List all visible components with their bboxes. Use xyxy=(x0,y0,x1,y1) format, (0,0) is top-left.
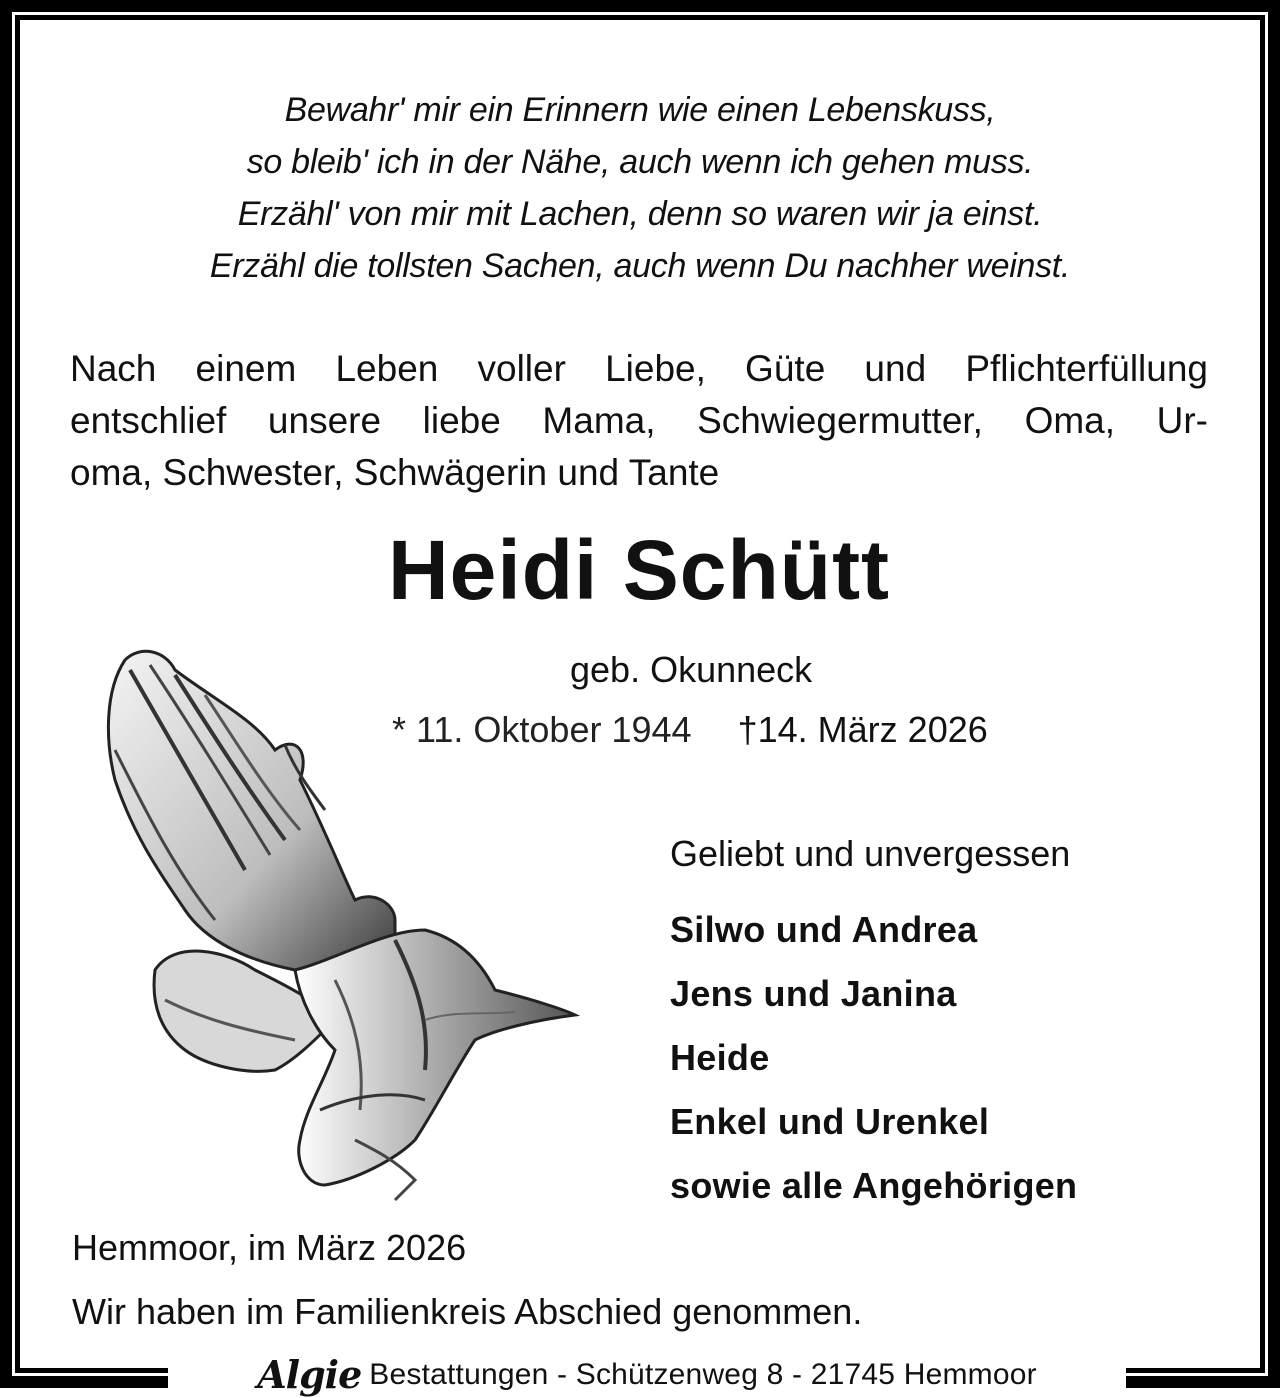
place-date: Hemmoor, im März 2026 xyxy=(72,1227,467,1268)
mourners-block xyxy=(670,830,1077,1218)
mourner-name: Enkel und Urenkel xyxy=(670,1101,990,1142)
farewell-note: Wir haben im Familienkreis Abschied genommen. xyxy=(72,1291,863,1332)
mourner-name: Heide xyxy=(670,1037,770,1078)
mourner-name: Silwo und Andrea xyxy=(670,909,978,950)
death-date: 14. März 2026 xyxy=(757,709,988,750)
praying-hands-icon xyxy=(95,640,585,1205)
poem-line: Erzähl die tollsten Sachen, auch wenn Du nachher weinst. xyxy=(209,247,1071,285)
mourners-lead: Geliebt und unvergessen xyxy=(670,833,1071,874)
intro-line: Nach einem Leben voller Liebe, Güte und Pflichterfüllung xyxy=(70,348,1208,389)
mourner-name: sowie alle Angehörigen xyxy=(670,1165,1078,1206)
funeral-home-logo: Algie xyxy=(257,1352,362,1397)
poem-line: Bewahr' mir ein Erinnern wie einen Lebenskuss, xyxy=(284,91,996,129)
mourner-name: Jens und Janina xyxy=(670,973,957,1014)
funeral-home-address: Bestattungen - Schützenweg 8 - 21745 Hemmoor xyxy=(369,1358,1037,1391)
poem-line: so bleib' ich in der Nähe, auch wenn ich gehen muss. xyxy=(246,143,1034,181)
intro-line: entschlief unsere liebe Mama, Schwiegermutter, Oma, Ur- xyxy=(70,400,1208,441)
funeral-home-footer xyxy=(168,1352,1126,1398)
poem-line: Erzähl' von mir mit Lachen, denn so waren wir ja einst. xyxy=(237,195,1043,233)
birth-date: 11. Oktober 1944 xyxy=(416,709,692,750)
birth-name: geb. Okunneck xyxy=(570,649,813,690)
cross-icon: † xyxy=(737,709,758,750)
deceased-name: Heidi Schütt xyxy=(388,523,891,617)
birth-symbol: * xyxy=(392,709,407,750)
intro-paragraph xyxy=(70,343,1208,499)
poem xyxy=(60,84,1220,292)
intro-line: oma, Schwester, Schwägerin und Tante xyxy=(70,452,720,493)
